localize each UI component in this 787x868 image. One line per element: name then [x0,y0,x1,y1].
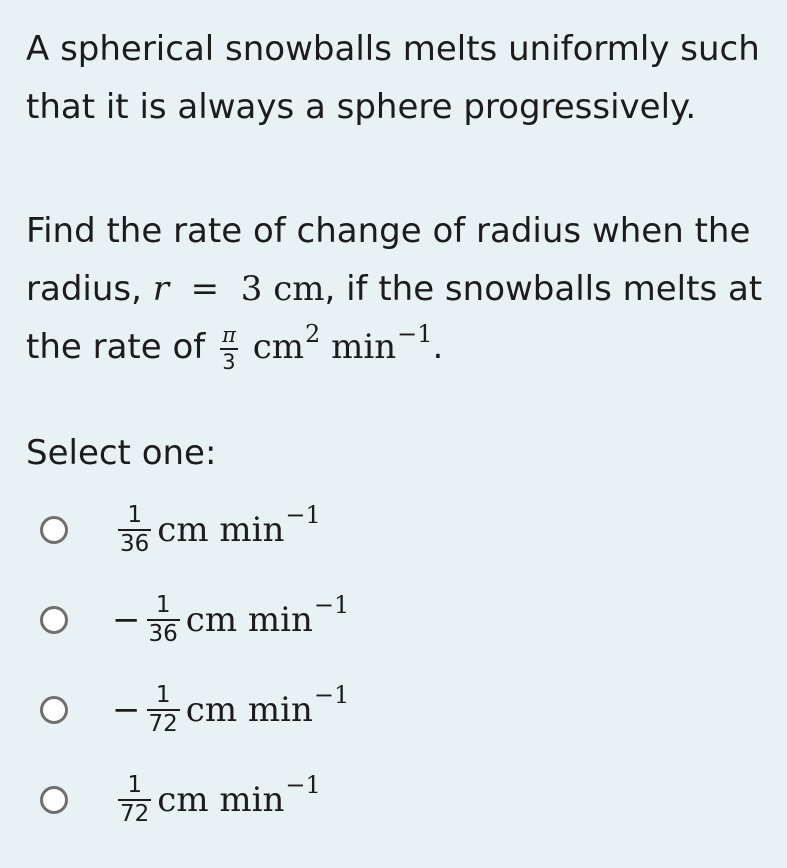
radius-variable: r [152,269,169,309]
option-2-fraction [147,594,180,646]
radius-expression [153,269,325,309]
option-3-sign: − [112,690,141,730]
option-4-fraction [118,774,151,826]
rate-unit-min-exponent: −1 [397,320,433,348]
select-one-label: Select one: [26,433,217,473]
rate-fraction [220,322,238,374]
option-1-fraction [118,504,151,556]
option-3-radio[interactable] [40,696,68,724]
option-3-numerator: 1 [147,684,180,711]
option-2[interactable] [40,580,349,660]
option-1-numerator: 1 [118,504,151,531]
option-2-unit [185,591,350,640]
rate-denominator: 3 [222,349,236,374]
option-4-value[interactable] [112,771,321,827]
option-3-unit-text: cm min [185,690,313,730]
option-3-exponent: −1 [313,681,350,709]
option-2-value[interactable] [112,591,350,647]
rate-unit-min: min [331,327,397,367]
option-2-unit-text: cm min [185,600,313,640]
option-1[interactable] [40,490,321,570]
option-2-numerator: 1 [147,594,180,621]
option-1-exponent: −1 [285,501,321,529]
question-intro: A spherical snowballs melts uniformly such that it is always a sphere progressively. [26,29,760,127]
option-4-unit [157,771,321,820]
option-3-denominator: 72 [148,711,178,737]
option-1-radio[interactable] [40,516,68,544]
question-task-end: . [432,327,444,367]
option-3-value[interactable] [112,681,350,737]
option-4-unit-text: cm min [157,780,285,820]
option-1-denominator: 36 [120,531,150,557]
question-task [26,202,776,379]
option-4-numerator: 1 [118,774,151,801]
radius-value: 3 cm [240,269,325,309]
option-3[interactable] [40,670,349,750]
rate-unit-cm-exponent: 2 [304,320,321,348]
option-2-sign: − [112,600,141,640]
option-1-unit [157,501,321,550]
option-2-denominator: 36 [148,621,178,647]
option-3-unit [185,681,350,730]
equals-sign: = [190,269,220,309]
rate-numerator: π [220,325,238,350]
rate-unit [252,320,433,367]
option-1-unit-text: cm min [157,510,285,550]
rate-unit-cm: cm [252,327,304,367]
option-4-denominator: 72 [120,801,150,827]
question-task-mid: , if the snowballs melts at the rate of [26,269,763,367]
option-2-exponent: −1 [313,591,350,619]
option-1-value[interactable] [112,501,321,557]
option-4-exponent: −1 [285,771,321,799]
option-4[interactable] [40,760,321,840]
option-2-radio[interactable] [40,606,68,634]
option-3-fraction [147,684,180,736]
option-4-radio[interactable] [40,786,68,814]
question-task-lead: Find the rate of change of radius when the radius, [26,211,751,309]
